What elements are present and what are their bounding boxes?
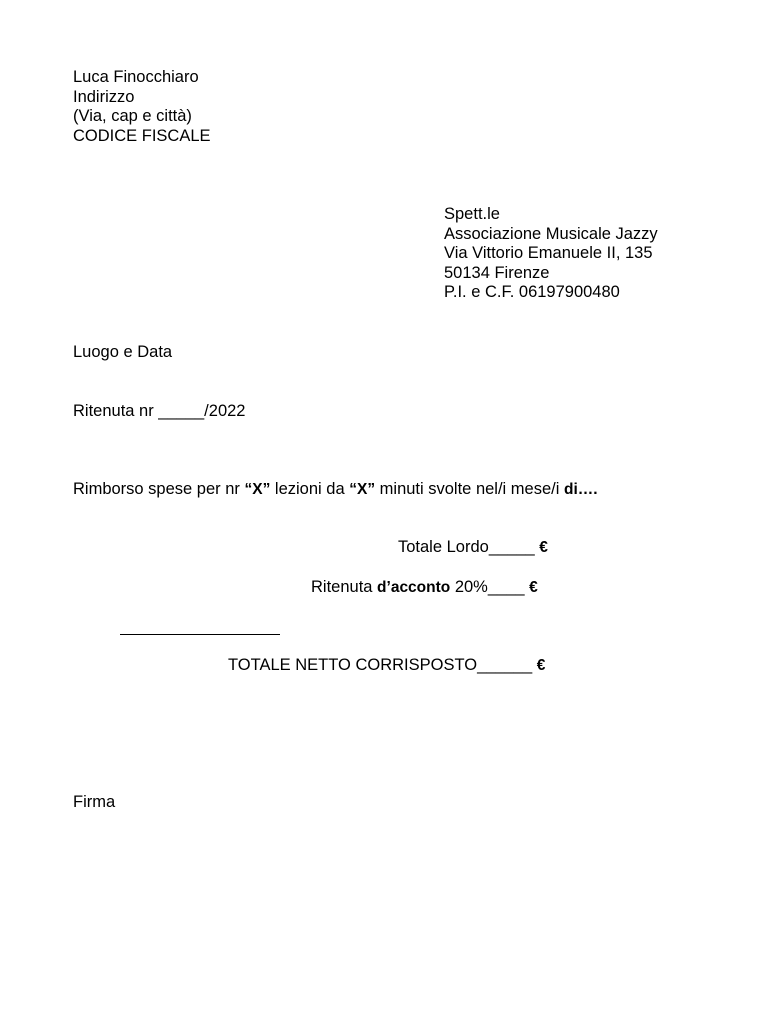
reimbursement-part2: lezioni da <box>270 480 350 498</box>
gross-total-line <box>398 538 548 558</box>
sender-name: Luca Finocchiaro <box>73 68 199 86</box>
place-date: Luogo e Data <box>73 343 173 361</box>
withholding-currency: € <box>529 579 538 596</box>
reimbursement-tail: di…. <box>563 481 598 498</box>
withholding-line <box>311 578 538 598</box>
sender-tax-code-label: CODICE FISCALE <box>73 126 211 145</box>
reimbursement-part3: minuti svolte nel/i mese/i <box>375 480 564 498</box>
withholding-number: Ritenuta nr _____/2022 <box>73 402 246 420</box>
reimbursement-lessons-count: “X” <box>244 481 271 498</box>
recipient-organization: Associazione Musicale Jazzy <box>444 224 658 243</box>
net-total-currency: € <box>536 657 546 674</box>
gross-total-label: Totale Lordo_____ <box>398 538 540 556</box>
signature-label: Firma <box>73 793 116 811</box>
net-total-line <box>228 656 545 676</box>
reimbursement-minutes: “X” <box>349 481 376 498</box>
separator-rule <box>120 634 280 635</box>
recipient-salutation: Spett.le <box>444 205 500 223</box>
sender-address-label: Indirizzo <box>73 87 135 106</box>
recipient-block <box>444 205 658 303</box>
withholding-label-end: 20%____ <box>450 578 530 596</box>
recipient-vat: P.I. e C.F. 06197900480 <box>444 283 620 301</box>
reimbursement-line <box>73 480 598 500</box>
gross-total-currency: € <box>539 539 548 556</box>
recipient-street: Via Vittorio Emanuele II, 135 <box>444 244 653 262</box>
withholding-label-bold: d’acconto <box>377 579 451 596</box>
sender-block <box>73 68 211 146</box>
reimbursement-part1: Rimborso spese per nr <box>73 480 245 498</box>
net-total-label: TOTALE NETTO CORRISPOSTO______ <box>228 656 537 674</box>
recipient-city: 50134 Firenze <box>444 263 550 282</box>
sender-address-hint: (Via, cap e città) <box>73 107 192 125</box>
withholding-label-start: Ritenuta <box>311 578 378 596</box>
